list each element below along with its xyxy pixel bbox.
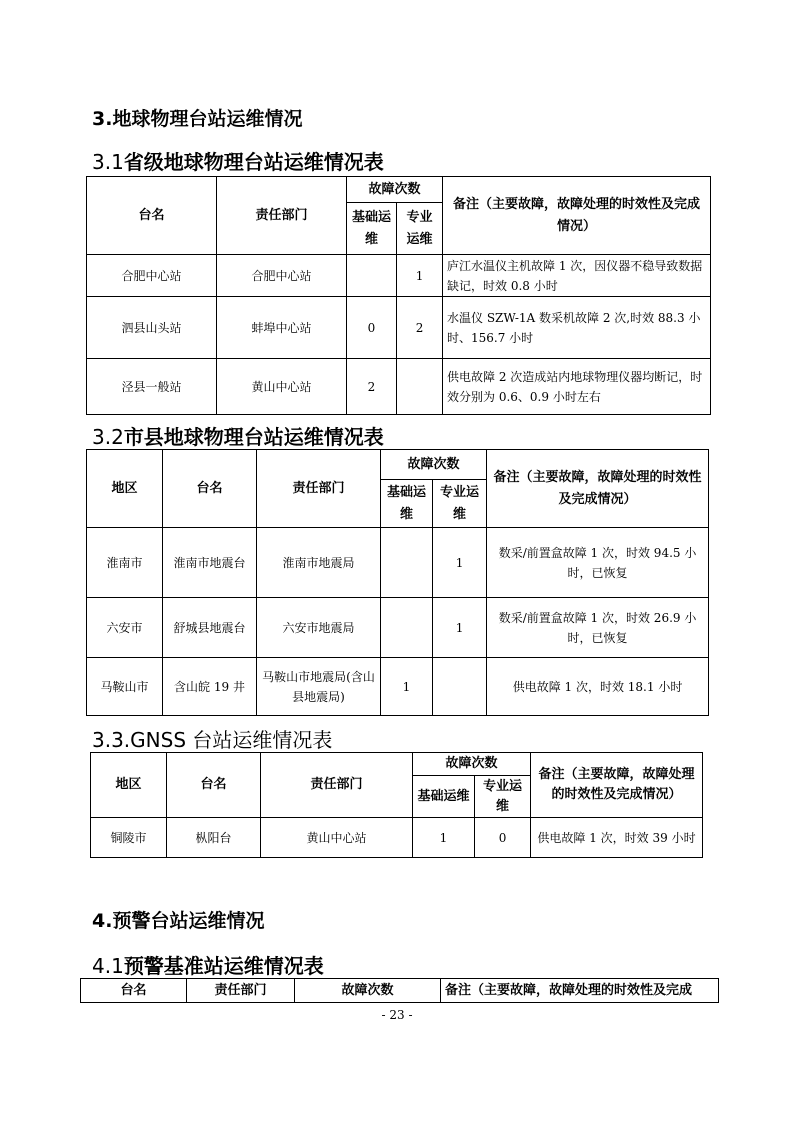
table-title-number: 4.1	[92, 954, 124, 978]
table-row	[87, 598, 709, 658]
cell-note: 数采/前置盒故障 1 次，时效 26.9 小时，已恢复	[487, 598, 709, 658]
section-title: 3.地球物理台站运维情况	[92, 108, 303, 130]
header-pro: 专业运维	[397, 203, 443, 255]
header-name: 台名	[81, 979, 187, 1003]
cell-note: 数采/前置盒故障 1 次，时效 94.5 小时，已恢复	[487, 528, 709, 598]
cell-region: 铜陵市	[91, 818, 167, 858]
table-title-text: 省级地球物理台站运维情况表	[123, 150, 384, 174]
header-name: 台名	[167, 753, 261, 818]
header-note: 备注（主要故障，故障处理的时效性及完成情况）	[487, 450, 709, 528]
header-dept: 责任部门	[261, 753, 413, 818]
cell-note: 水温仪 SZW-1A 数采机故障 2 次,时效 88.3 小时、156.7 小时	[443, 297, 711, 359]
header-dept: 责任部门	[217, 177, 347, 255]
header-faults: 故障次数	[413, 753, 531, 776]
table-row	[91, 818, 703, 858]
cell-pro: 0	[475, 818, 531, 858]
header-basic: 基础运维	[413, 776, 475, 818]
header-basic: 基础运维	[381, 480, 433, 528]
gnss-table	[90, 752, 703, 858]
cell-basic: 0	[347, 297, 397, 359]
header-name: 台名	[163, 450, 257, 528]
cell-basic	[381, 528, 433, 598]
provincial-geophysics-table	[86, 176, 711, 415]
header-note: 备注（主要故障，故障处理的时效性及完成情况）	[443, 177, 711, 255]
table-row	[87, 297, 711, 359]
cell-basic: 2	[347, 359, 397, 415]
cell-name: 淮南市地震台	[163, 528, 257, 598]
early-warning-table	[80, 978, 719, 1003]
header-dept: 责任部门	[187, 979, 295, 1003]
table-row	[87, 658, 709, 716]
header-name: 台名	[87, 177, 217, 255]
cell-name: 含山皖 19 井	[163, 658, 257, 716]
table-title-text: 市县地球物理台站运维情况表	[123, 425, 384, 449]
cell-basic: 1	[413, 818, 475, 858]
cell-dept: 黄山中心站	[261, 818, 413, 858]
header-note: 备注（主要故障，故障处理的时效性及完成情况）	[531, 753, 703, 818]
cell-basic	[347, 255, 397, 297]
cell-dept: 合肥中心站	[217, 255, 347, 297]
cell-note: 庐江水温仪主机故障 1 次，因仪器不稳导致数据缺记，时效 0.8 小时	[443, 255, 711, 297]
header-note: 备注（主要故障，故障处理的时效性及完成	[441, 979, 719, 1003]
cell-pro	[433, 658, 487, 716]
table-row	[87, 359, 711, 415]
table-title-number: 3.1	[92, 150, 124, 174]
cell-region: 淮南市	[87, 528, 163, 598]
header-region: 地区	[91, 753, 167, 818]
cell-dept: 淮南市地震局	[257, 528, 381, 598]
cell-name: 枞阳台	[167, 818, 261, 858]
cell-pro: 1	[433, 528, 487, 598]
cell-note: 供电故障 2 次造成站内地球物理仪器均断记，时效分别为 0.6、0.9 小时左右	[443, 359, 711, 415]
table-row	[87, 255, 711, 297]
table-title	[92, 421, 384, 450]
cell-note: 供电故障 1 次，时效 39 小时	[531, 818, 703, 858]
page-number: - 23 -	[381, 1008, 413, 1022]
cell-basic: 1	[381, 658, 433, 716]
cell-region: 六安市	[87, 598, 163, 658]
cell-pro	[397, 359, 443, 415]
table-title	[92, 146, 384, 175]
table-title-number: 3.2	[92, 425, 124, 449]
header-faults: 故障次数	[295, 979, 441, 1003]
table-title-text: 预警基准站运维情况表	[123, 954, 324, 978]
section-title: 4.预警台站运维情况	[92, 910, 265, 932]
table-title	[92, 950, 324, 979]
cell-pro: 1	[433, 598, 487, 658]
header-region: 地区	[87, 450, 163, 528]
header-faults: 故障次数	[347, 177, 443, 203]
cell-dept: 六安市地震局	[257, 598, 381, 658]
header-pro: 专业运维	[433, 480, 487, 528]
cell-dept: 黄山中心站	[217, 359, 347, 415]
header-faults: 故障次数	[381, 450, 487, 480]
cell-note: 供电故障 1 次，时效 18.1 小时	[487, 658, 709, 716]
cell-dept: 马鞍山市地震局(含山县地震局)	[257, 658, 381, 716]
header-basic: 基础运维	[347, 203, 397, 255]
cell-pro: 1	[397, 255, 443, 297]
county-geophysics-table	[86, 449, 709, 716]
table-row	[87, 528, 709, 598]
header-pro: 专业运维	[475, 776, 531, 818]
cell-name: 合肥中心站	[87, 255, 217, 297]
header-dept: 责任部门	[257, 450, 381, 528]
cell-basic	[381, 598, 433, 658]
table-title: 3.3.GNSS 台站运维情况表	[92, 728, 333, 752]
cell-name: 泗县山头站	[87, 297, 217, 359]
cell-name: 泾县一般站	[87, 359, 217, 415]
cell-region: 马鞍山市	[87, 658, 163, 716]
cell-name: 舒城县地震台	[163, 598, 257, 658]
cell-pro: 2	[397, 297, 443, 359]
cell-dept: 蚌埠中心站	[217, 297, 347, 359]
